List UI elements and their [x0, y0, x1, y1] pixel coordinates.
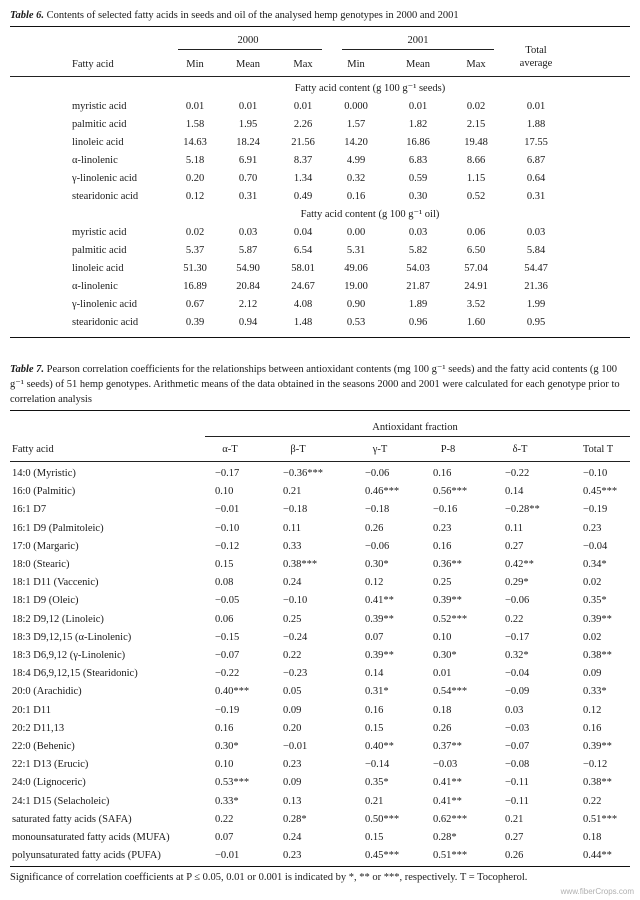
table7-cell: 0.46*** — [365, 486, 400, 498]
table6-cell: 54.90 — [236, 263, 260, 274]
table7-cell: 0.11 — [283, 522, 301, 534]
table7-cell: −0.19 — [583, 504, 608, 516]
table7-cell: 0.50*** — [365, 813, 400, 825]
table6-cell: 6.54 — [293, 245, 313, 256]
table7-cell: 0.28* — [433, 832, 457, 843]
table6-cell: 0.30 — [408, 191, 428, 202]
table7-row-label: 18:2 D9,12 (Linoleic) — [12, 613, 104, 625]
table7-cell: −0.17 — [505, 631, 530, 643]
table7-cell: 0.02 — [583, 577, 602, 589]
table6-row-label: α-linolenic — [72, 281, 118, 292]
table6-cell: 0.03 — [526, 227, 546, 238]
table7-row-label: monounsaturated fatty acids (MUFA) — [12, 832, 170, 843]
table6-cell: 54.03 — [406, 263, 430, 274]
table6-cell: 0.59 — [408, 173, 428, 184]
table6-cell: 5.31 — [346, 245, 366, 256]
table7-cell: 0.22 — [215, 813, 234, 825]
table7-cell: 0.16 — [433, 468, 452, 479]
table6-cell: 5.37 — [185, 245, 205, 256]
table7-cell: 0.05 — [283, 686, 302, 698]
table7-cell: 0.41** — [433, 777, 462, 789]
table6-header-total-2: average — [519, 58, 553, 69]
table7-row-label: 20:1 D11 — [12, 704, 51, 716]
table6-subheader-mean: Mean — [236, 59, 260, 70]
table7-cell: 0.16 — [583, 722, 602, 734]
table7-cell: 0.22 — [283, 650, 302, 661]
table6-cell: 19.48 — [464, 137, 488, 148]
table7-cell: 0.34* — [583, 559, 607, 570]
table7-cell: −0.14 — [365, 759, 390, 771]
table6-cell: 8.37 — [293, 155, 313, 166]
table7-cell: 0.35* — [583, 595, 607, 607]
table7-row-label: 24:1 D15 (Selacholeic) — [12, 795, 110, 807]
table6-cell: 6.87 — [526, 155, 546, 166]
table6-cell: 0.01 — [238, 101, 258, 112]
table7-cell: 0.30* — [365, 559, 389, 570]
table6-label: Table 6. — [10, 10, 45, 21]
table6-cell: 8.66 — [466, 155, 486, 166]
table6-cell: 1.15 — [466, 173, 486, 184]
table7-cell: 0.07 — [215, 832, 234, 843]
table6-header-total-1: Total — [525, 45, 547, 56]
table6-header-rule — [10, 76, 630, 77]
table6-cell: 0.31 — [526, 191, 546, 202]
table7-cell: 0.22 — [505, 613, 524, 625]
table7-cell: 0.33* — [583, 686, 607, 698]
table6-cell: 24.91 — [464, 281, 488, 292]
table7-cell: −0.28** — [505, 504, 540, 516]
table6-cell: 6.91 — [238, 155, 258, 166]
table7-cell: 0.06 — [215, 613, 234, 625]
table7-cell: −0.12 — [215, 540, 240, 552]
table6-cell: 0.32 — [346, 173, 366, 184]
table7-cell: 0.15 — [215, 559, 234, 570]
table7-column-header: P-8 — [440, 444, 456, 455]
table7-cell: 0.20 — [283, 722, 302, 734]
table7-cell: 0.18 — [583, 832, 602, 843]
table7-caption-text: Pearson correlation coefficients for the relationships between antioxidant contents (mg 100 g⁻¹ seeds) and the fatty acid contents (g 100 g⁻¹ seeds) of 51 hemp genotypes. Arithmetic means of the data obtained in the seasons 2000 and 2001 were calculated for each genotype prior to correlation analysis — [10, 364, 620, 405]
table7-cell: 0.21 — [365, 795, 384, 807]
table7-cell: 0.26 — [505, 850, 524, 862]
table7-top-rule — [10, 410, 630, 411]
table7-cell: 0.16 — [433, 540, 452, 552]
table6-row-label: palmitic acid — [72, 245, 127, 256]
table6-cell: 0.06 — [466, 227, 486, 238]
table7-cell: 0.30* — [215, 741, 239, 752]
table6-cell: 14.63 — [183, 137, 207, 148]
table7-cell: 0.39** — [433, 595, 462, 607]
table7-cell: −0.17 — [215, 468, 240, 479]
table6-header-2000: 2000 — [237, 35, 259, 46]
table7-row-label: 14:0 (Myristic) — [12, 468, 76, 479]
table7-cell: −0.23 — [283, 668, 308, 680]
table7-cell: 0.51*** — [433, 850, 468, 862]
table7-cell: −0.24 — [283, 631, 308, 643]
table6-cell: 51.30 — [183, 263, 207, 274]
table7-header-rule — [10, 461, 630, 462]
table6-cell: 0.31 — [238, 191, 258, 202]
table6-cell: 4.08 — [293, 299, 313, 310]
table6-cell: 1.48 — [293, 317, 313, 328]
table7-cell: −0.11 — [505, 795, 529, 807]
table7-row-label: 22:0 (Behenic) — [12, 741, 75, 752]
table7-row-label: 17:0 (Margaric) — [12, 540, 79, 552]
table6-row-label: γ-linolenic acid — [72, 173, 137, 184]
table7-group-header: Antioxidant fraction — [372, 422, 458, 433]
table7-cell: 0.24 — [283, 577, 302, 589]
table7-cell: 0.52*** — [433, 613, 468, 625]
table6-cell: 1.58 — [185, 119, 205, 130]
table7-cell: 0.18 — [433, 704, 452, 716]
table6-subheader-max: Max — [466, 59, 486, 70]
table7-cell: 0.15 — [365, 722, 384, 734]
table7-cell: 0.45*** — [365, 850, 400, 862]
table6-cell: 0.90 — [346, 299, 366, 310]
table7-cell: 0.23 — [433, 522, 452, 534]
table7-cell: −0.07 — [505, 741, 530, 752]
table6-cell: 1.60 — [466, 317, 486, 328]
table6-cell: 0.94 — [238, 317, 258, 328]
table7-cell: −0.04 — [583, 540, 608, 552]
table7-cell: 0.14 — [505, 486, 524, 498]
table7-cell: 0.38** — [583, 777, 612, 789]
table7-cell: 0.23 — [583, 522, 602, 534]
table6-cell: 6.83 — [408, 155, 428, 166]
table7-row-label: polyunsaturated fatty acids (PUFA) — [12, 850, 161, 862]
table7-cell: 0.16 — [215, 722, 234, 734]
table6-cell: 0.67 — [185, 299, 205, 310]
watermark: www.fiberCrops.com — [560, 887, 634, 896]
table6-cell: 16.86 — [406, 137, 430, 148]
table6-cell: 5.82 — [408, 245, 428, 256]
table6-cell: 16.89 — [183, 281, 207, 292]
table6-cell: 49.06 — [344, 263, 368, 274]
table6-cell: 1.88 — [526, 119, 546, 130]
table7-row-label: 16:1 D9 (Palmitoleic) — [12, 522, 104, 534]
table6-row-label: α-linolenic — [72, 155, 118, 166]
table7-cell: 0.53*** — [215, 777, 250, 789]
table7-cell: −0.36*** — [283, 468, 324, 479]
table6-cell: 3.52 — [466, 299, 486, 310]
table7-cell: 0.10 — [215, 486, 234, 498]
table6-cell: 14.20 — [344, 137, 368, 148]
table7-row-label: saturated fatty acids (SAFA) — [12, 813, 132, 825]
table7-cell: 0.41** — [365, 595, 394, 607]
table6-cell: 1.34 — [293, 173, 313, 184]
table7-cell: 0.26 — [433, 722, 452, 734]
table7-cell: −0.01 — [215, 504, 240, 516]
table7-cell: 0.09 — [583, 668, 602, 680]
table6-subheader-max: Max — [293, 59, 313, 70]
table7-caption — [10, 362, 630, 407]
table7-column-header: α-T — [222, 444, 238, 455]
table6-cell: 24.67 — [291, 281, 315, 292]
table6-row-label: linoleic acid — [72, 137, 124, 148]
table7-cell: 0.16 — [365, 704, 384, 716]
table7-cell: −0.15 — [215, 631, 240, 643]
table7-cell: −0.06 — [505, 595, 530, 607]
table7-cell: 0.35* — [365, 777, 389, 789]
table6-cell: 21.36 — [524, 281, 548, 292]
table6-cell: 0.12 — [185, 191, 205, 202]
table7-cell: 0.23 — [283, 759, 302, 771]
table7-cell: 0.22 — [583, 795, 602, 807]
table7-cell: 0.40*** — [215, 686, 250, 698]
table7-cell: −0.03 — [505, 722, 530, 734]
table6-cell: 0.04 — [293, 227, 313, 238]
table7-cell: −0.22 — [215, 668, 240, 680]
table6-cell: 0.000 — [344, 101, 368, 112]
table6-cell: 2.26 — [293, 119, 313, 130]
table7-row-label: 20:0 (Arachidic) — [12, 686, 82, 698]
table6-cell: 57.04 — [464, 263, 488, 274]
table7-cell: −0.10 — [583, 468, 608, 479]
table7-cell: −0.08 — [505, 759, 530, 771]
table7-bottom-rule — [10, 866, 630, 867]
table7-cell: −0.19 — [215, 704, 240, 716]
table6-cell: 0.39 — [185, 317, 205, 328]
table6-cell: 0.00 — [346, 227, 366, 238]
table7-cell: −0.01 — [283, 741, 308, 752]
table7-cell: 0.25 — [283, 613, 302, 625]
table7-cell: −0.06 — [365, 540, 390, 552]
table6-bottom-rule — [10, 337, 630, 338]
table7-cell: 0.39** — [365, 613, 394, 625]
table7-cell: 0.39** — [583, 741, 612, 752]
table6-cell: 0.01 — [408, 101, 428, 112]
table6-cell: 0.03 — [408, 227, 428, 238]
table7-cell: 0.40** — [365, 741, 394, 752]
table7-cell: 0.30* — [433, 650, 457, 661]
table7-cell: 0.03 — [505, 704, 524, 716]
table6-cell: 2.15 — [466, 119, 486, 130]
table6-header-2001: 2001 — [407, 35, 429, 46]
table6-cell: 17.55 — [524, 137, 548, 148]
table6-top-rule — [10, 26, 630, 27]
table7-column-header: β-T — [290, 444, 306, 455]
table7-cell: 0.08 — [215, 577, 234, 589]
table7-cell: 0.26 — [365, 522, 384, 534]
table7-cell: −0.05 — [215, 595, 240, 607]
table6-row-label: palmitic acid — [72, 119, 127, 130]
table7-cell: −0.18 — [283, 504, 308, 516]
table7-row-label: 24:0 (Lignoceric) — [12, 777, 86, 789]
table7-cell: 0.12 — [365, 577, 384, 589]
table7-cell: −0.11 — [505, 777, 529, 789]
table6-cell: 0.01 — [526, 101, 546, 112]
table7-cell: 0.38** — [583, 650, 612, 661]
table7-cell: −0.16 — [433, 504, 458, 516]
table7-cell: 0.15 — [365, 832, 384, 843]
table6-cell: 0.01 — [185, 101, 205, 112]
table7-cell: 0.44** — [583, 850, 612, 862]
table7-column-header: δ-T — [512, 444, 528, 455]
table7-cell: 0.38*** — [283, 559, 318, 570]
table7-cell: −0.09 — [505, 686, 530, 698]
table7-cell: 0.23 — [283, 850, 302, 862]
table6-cell: 0.53 — [346, 317, 366, 328]
table6-cell: 18.24 — [236, 137, 260, 148]
table6-subheader-mean: Mean — [406, 59, 430, 70]
table7-row-label: 18:1 D9 (Oleic) — [12, 595, 79, 607]
table6-cell: 5.18 — [185, 155, 205, 166]
table7-cell: 0.39** — [365, 650, 394, 661]
table7-cell: 0.27 — [505, 832, 524, 843]
table6-cell: 1.95 — [238, 119, 258, 130]
table7-cell: −0.01 — [215, 850, 240, 862]
table7-cell: 0.32* — [505, 650, 529, 661]
table6-row-label: linoleic acid — [72, 263, 124, 274]
table6-cell: 0.49 — [293, 191, 313, 202]
table6-cell: 2.12 — [238, 299, 258, 310]
table6-section-title: Fatty acid content (g 100 g⁻¹ oil) — [300, 209, 440, 220]
table7-cell: 0.37** — [433, 741, 462, 752]
table6-cell: 54.47 — [524, 263, 548, 274]
table7-row-label: 18:4 D6,9,12,15 (Stearidonic) — [12, 668, 138, 680]
table6-header-fatty-acid: Fatty acid — [72, 59, 114, 70]
table6-cell: 0.70 — [238, 173, 258, 184]
table6-cell: 5.84 — [526, 245, 546, 256]
table7-cell: 0.24 — [283, 832, 302, 843]
table6-cell: 0.96 — [408, 317, 428, 328]
table6-cell: 6.50 — [466, 245, 486, 256]
table6-cell: 1.99 — [526, 299, 546, 310]
table6-cell: 5.87 — [238, 245, 258, 256]
table7-cell: 0.36** — [433, 559, 462, 570]
table6-cell: 1.57 — [346, 119, 366, 130]
table7-cell: 0.56*** — [433, 486, 468, 498]
table7-cell: 0.45*** — [583, 486, 618, 498]
table7-cell: 0.09 — [283, 704, 302, 716]
table7-row-label: 18:0 (Stearic) — [12, 559, 70, 570]
table7-cell: −0.10 — [283, 595, 308, 607]
table7-cell: 0.09 — [283, 777, 302, 789]
table7-cell: 0.25 — [433, 577, 452, 589]
table7-cell: 0.39** — [583, 613, 612, 625]
table7-cell: 0.54*** — [433, 686, 468, 698]
table7-cell: −0.22 — [505, 468, 530, 479]
table7-cell: 0.07 — [365, 631, 384, 643]
table7-footnote: Significance of correlation coefficients at P ≤ 0.05, 0.01 or 0.001 is indicated by *, ** or ***, respectively. T = Tocopherol. — [10, 872, 528, 883]
table6-cell: 1.82 — [408, 119, 428, 130]
table7-label: Table 7. — [10, 364, 47, 375]
table7-cell: 0.10 — [215, 759, 234, 771]
table6-cell: 19.00 — [344, 281, 368, 292]
table7-cell: 0.11 — [505, 522, 523, 534]
table6-rule-2001 — [342, 49, 494, 50]
table7-cell: 0.42** — [505, 559, 534, 570]
table6-cell: 0.01 — [293, 101, 313, 112]
table6-cell: 21.87 — [406, 281, 430, 292]
table7-cell: 0.31* — [365, 686, 389, 698]
table6-cell: 0.02 — [466, 101, 486, 112]
table7-cell: 0.12 — [583, 704, 602, 716]
table6-cell: 4.99 — [346, 155, 366, 166]
table7-cell: −0.04 — [505, 668, 530, 680]
table6-cell: 1.89 — [408, 299, 428, 310]
table6-section-title: Fatty acid content (g 100 g⁻¹ seeds) — [294, 83, 446, 94]
table6-cell: 0.52 — [466, 191, 486, 202]
table7-cell: 0.33 — [283, 540, 302, 552]
table7-cell: −0.03 — [433, 759, 458, 771]
table7-row-label: 22:1 D13 (Erucic) — [12, 759, 89, 771]
table7-cell: 0.21 — [505, 813, 524, 825]
table7-cell: 0.62*** — [433, 813, 468, 825]
table7-cell: 0.10 — [433, 631, 452, 643]
table6-cell: 0.64 — [526, 173, 546, 184]
table6-cell: 0.03 — [238, 227, 258, 238]
table6-cell: 58.01 — [291, 263, 315, 274]
table6-row-label: stearidonic acid — [72, 317, 139, 328]
table6-row-label: myristic acid — [72, 227, 127, 238]
table6-cell: 21.56 — [291, 137, 315, 148]
table7-cell: −0.12 — [583, 759, 608, 771]
table7-row-label: 16:1 D7 — [12, 504, 47, 516]
table7-cell: 0.33* — [215, 795, 239, 807]
table6-row-label: γ-linolenic acid — [72, 299, 137, 310]
table7-row-label: 18:3 D6,9,12 (γ-Linolenic) — [12, 650, 126, 661]
table7-cell: 0.01 — [433, 668, 452, 680]
table6-subheader-min: Min — [347, 59, 365, 70]
table6-caption — [10, 8, 630, 23]
table6-row-label: stearidonic acid — [72, 191, 139, 202]
table7-row-label: 18:3 D9,12,15 (α-Linolenic) — [12, 631, 132, 643]
table7-cell: −0.06 — [365, 468, 390, 479]
table7-column-header: γ-T — [372, 444, 388, 455]
table7-group-rule — [205, 436, 630, 437]
table6-cell: 20.84 — [236, 281, 260, 292]
table7-cell: 0.14 — [365, 668, 384, 680]
table6-row-label: myristic acid — [72, 101, 127, 112]
table7-cell: 0.21 — [283, 486, 302, 498]
table7-cell: 0.02 — [583, 631, 602, 643]
table6-cell: 0.16 — [346, 191, 366, 202]
table6-caption-text: Contents of selected fatty acids in seeds and oil of the analysed hemp genotypes in 2000 and 2001 — [46, 10, 459, 21]
table6-cell: 0.02 — [185, 227, 205, 238]
table7-cell: −0.07 — [215, 650, 240, 661]
table6-cell: 0.95 — [526, 317, 546, 328]
table7-cell: 0.13 — [283, 795, 302, 807]
table7-column-header: Total T — [582, 444, 614, 455]
table7-cell: 0.41** — [433, 795, 462, 807]
table7-header-fatty-acid: Fatty acid — [12, 444, 54, 455]
table7-cell: 0.27 — [505, 540, 524, 552]
table7-row-label: 16:0 (Palmitic) — [12, 486, 76, 498]
table6-rule-2000 — [178, 49, 322, 50]
table6-subheader-min: Min — [186, 59, 204, 70]
table7-row-label: 20:2 D11,13 — [12, 722, 65, 734]
table7-cell: 0.28* — [283, 813, 307, 825]
table7-cell: −0.18 — [365, 504, 390, 516]
table6-cell: 0.20 — [185, 173, 205, 184]
table7-cell: 0.29* — [505, 577, 529, 589]
table7-cell: 0.51*** — [583, 813, 618, 825]
table7-row-label: 18:1 D11 (Vaccenic) — [12, 577, 99, 589]
table7-cell: −0.10 — [215, 522, 240, 534]
